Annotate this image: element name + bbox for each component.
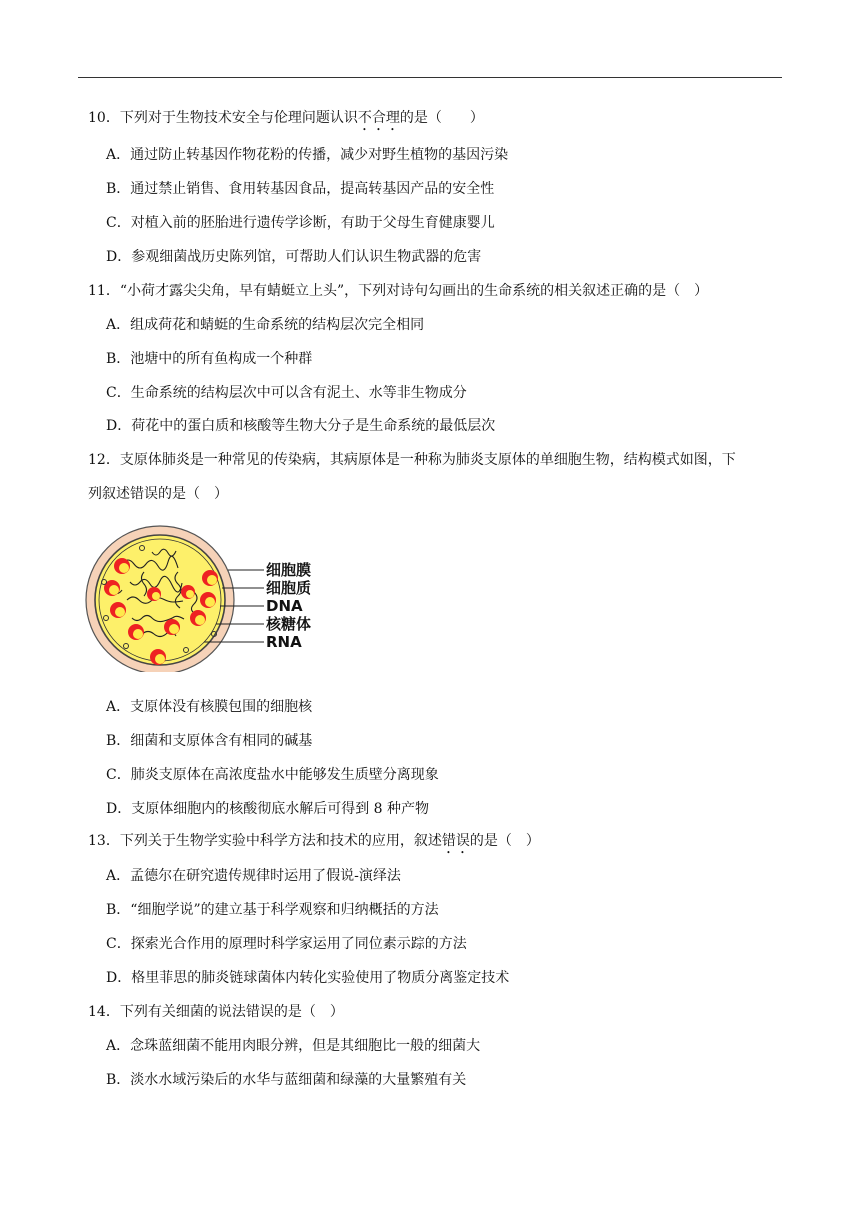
- question-12-stem-line2: 列叙述错误的是（ ）: [88, 486, 228, 502]
- ribosome: [114, 558, 130, 574]
- label-dna: DNA: [266, 597, 303, 615]
- header-rule: [78, 77, 782, 78]
- label-rna: RNA: [266, 633, 302, 651]
- q13-option-a: A．孟德尔在研究遗传规律时运用了假说-演绎法: [106, 868, 401, 884]
- ribosome: [128, 624, 144, 640]
- q12-option-c: C．肺炎支原体在高浓度盐水中能够发生质壁分离现象: [106, 767, 439, 783]
- q10-option-b: B．通过禁止销售、食用转基因食品，提高转基因产品的安全性: [106, 181, 495, 197]
- q13-option-d: D．格里菲思的肺炎链球菌体内转化实验使用了物质分离鉴定技术: [106, 970, 510, 986]
- question-13-stem: 13．下列关于生物学实验中科学方法和技术的应用，叙述错误的是（ ）: [88, 833, 540, 849]
- label-ribosome: 核糖体: [266, 615, 312, 633]
- ribosome: [110, 602, 126, 618]
- label-cell-membrane: 细胞膜: [266, 561, 312, 579]
- emphasis-error: 错误: [441, 833, 470, 849]
- emphasis-not-reasonable: 不合理: [357, 110, 400, 126]
- question-10-stem: 10．下列对于生物技术安全与伦理问题认识不合理的是（ ）: [88, 110, 484, 126]
- q13-option-c: C．探索光合作用的原理时科学家运用了同位素示踪的方法: [106, 936, 467, 952]
- question-11-stem: 11．“小荷才露尖尖角，早有蜻蜓立上头”，下列对诗句勾画出的生命系统的相关叙述正确的是（ ）: [88, 283, 709, 299]
- ribosome: [164, 619, 180, 635]
- q11-option-d: D．荷花中的蛋白质和核酸等生物大分子是生命系统的最低层次: [106, 418, 496, 434]
- ribosome: [202, 570, 218, 586]
- q13-option-b: B．“细胞学说”的建立基于科学观察和归纳概括的方法: [106, 902, 439, 918]
- ribosome: [147, 587, 161, 601]
- q10-option-a: A．通过防止转基因作物花粉的传播，减少对野生植物的基因污染: [106, 147, 509, 163]
- q14-option-b: B．淡水水域污染后的水华与蓝细菌和绿藻的大量繁殖有关: [106, 1072, 467, 1088]
- mycoplasma-structure-diagram: [82, 522, 342, 672]
- q12-option-b: B．细菌和支原体含有相同的碱基: [106, 733, 313, 749]
- q11-option-c: C．生命系统的结构层次中可以含有泥土、水等非生物成分: [106, 385, 467, 401]
- ribosome: [150, 649, 166, 665]
- q10-option-d: D．参观细菌战历史陈列馆，可帮助人们认识生物武器的危害: [106, 249, 482, 265]
- ribosome: [200, 592, 216, 608]
- q14-option-a: A．念珠蓝细菌不能用肉眼分辨，但是其细胞比一般的细菌大: [106, 1038, 481, 1054]
- q12-option-d: D．支原体细胞内的核酸彻底水解后可得到 8 种产物: [106, 801, 430, 817]
- ribosome: [181, 585, 195, 599]
- question-14-stem: 14．下列有关细菌的说法错误的是（ ）: [88, 1004, 344, 1020]
- q10-option-c: C．对植入前的胚胎进行遗传学诊断，有助于父母生育健康婴儿: [106, 215, 495, 231]
- q11-option-b: B．池塘中的所有鱼构成一个种群: [106, 351, 313, 367]
- q11-option-a: A．组成荷花和蜻蜓的生命系统的结构层次完全相同: [106, 317, 425, 333]
- ribosome: [190, 610, 206, 626]
- q12-option-a: A．支原体没有核膜包围的细胞核: [106, 699, 313, 715]
- question-12-stem-line1: 12．支原体肺炎是一种常见的传染病，其病原体是一种称为肺炎支原体的单细胞生物，结构模式如图，下: [88, 452, 736, 468]
- label-cytoplasm: 细胞质: [266, 579, 312, 597]
